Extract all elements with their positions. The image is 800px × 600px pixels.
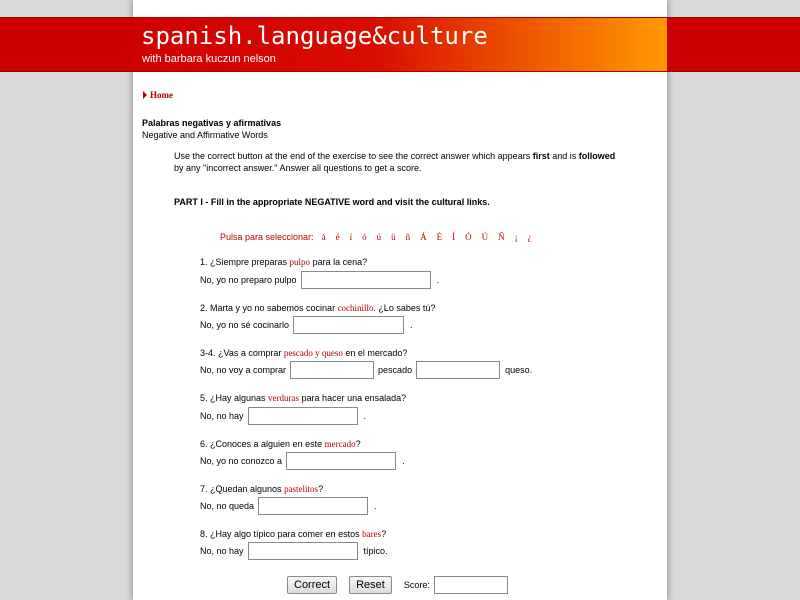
instructions-text [174,150,624,174]
score-label: Score: [403,580,430,590]
answer-prefix: No, no queda [200,501,255,511]
answer-input-6[interactable] [286,452,396,470]
answer-middle: pescado [378,365,413,375]
reset-button[interactable]: Reset [349,576,392,594]
answer-row-6 [200,452,405,470]
question-text: en el mercado? [342,348,408,358]
page-title-spanish: Palabras negativas y afirmativas [142,118,282,128]
question-text: 6. ¿Conoces a alguien en este [200,439,325,449]
header-banner [133,18,667,71]
cultural-link[interactable]: cochinillo. [337,303,376,313]
accent-key[interactable]: ¿ [527,232,532,242]
answer-prefix: No, no hay [200,411,244,421]
question-text: 8. ¿Hay algo típico para comer en estos [200,529,363,539]
question-3-4 [200,348,407,358]
accent-key[interactable]: Ó [465,232,472,242]
cultural-link[interactable]: pulpo [289,257,311,267]
question-text: 5. ¿Hay algunas [200,393,269,403]
question-text: ? [355,439,361,449]
answer-input-1[interactable] [301,271,431,289]
answer-row-1 [200,271,439,289]
accent-key[interactable]: ú [376,232,382,242]
accent-key[interactable]: ó [362,232,367,242]
accent-key[interactable]: é [335,232,340,242]
answer-row-2 [200,316,413,334]
accent-key[interactable]: Í [452,232,456,242]
part-heading: PART I - Fill in the appropriate NEGATIVE word and visit the cultural links. [174,197,490,207]
page-title-english: Negative and Affirmative Words [142,130,268,140]
accent-key[interactable]: ñ [405,232,411,242]
question-text: para la cena? [310,257,368,267]
answer-prefix: No, yo no preparo pulpo [200,275,297,285]
answer-input-7[interactable] [258,497,368,515]
answer-input-2[interactable] [293,316,404,334]
instructions-bold: followed [578,151,616,161]
accent-key[interactable]: Ñ [498,232,505,242]
question-8 [200,529,386,539]
cultural-link[interactable]: bares [362,529,382,539]
accent-toolbar [220,232,542,242]
accent-key[interactable]: Á [420,232,427,242]
answer-suffix: . [436,275,440,285]
question-text: 7. ¿Quedan algunos [200,484,285,494]
cultural-link[interactable]: verduras [268,393,300,403]
question-6 [200,439,361,449]
accent-key[interactable]: É [436,232,443,242]
answer-row-8 [200,542,388,560]
controls-row [287,576,508,594]
answer-prefix: No, yo no conozco a [200,456,283,466]
arrow-right-icon [143,91,147,99]
answer-row-3-4 [200,361,532,379]
cultural-link[interactable]: pastelitos [284,484,319,494]
site-title: spanish.language&culture [141,22,488,50]
accent-key[interactable]: ü [391,232,396,242]
question-text: ? [381,529,387,539]
answer-row-7 [200,497,377,515]
accent-toolbar-label: Pulsa para seleccionar: [220,232,314,242]
question-text: ¿Lo sabes tú? [375,303,436,313]
accent-key[interactable]: á [321,232,326,242]
answer-prefix: No, no hay [200,546,244,556]
accent-key[interactable]: ¡ [514,232,518,242]
question-1 [200,257,367,267]
instructions-part: by any "incorrect answer." Answer all questions to get a score. [174,163,422,173]
answer-row-5 [200,407,366,425]
answer-suffix: . [363,411,367,421]
instructions-part: Use the correct button at the end of the exercise to see the correct answer which appears [174,151,533,161]
answer-prefix: No, yo no sé cocinarlo [200,320,290,330]
question-text: 2. Marta y yo no sabemos cocinar [200,303,338,313]
answer-input-3[interactable] [290,361,374,379]
answer-input-8[interactable] [248,542,358,560]
question-text: 1. ¿Siempre preparas [200,257,290,267]
home-link[interactable] [143,90,173,100]
accent-key[interactable]: í [349,232,353,242]
answer-input-5[interactable] [248,407,358,425]
answer-suffix: típico. [363,546,388,556]
home-link-label: Home [150,90,173,100]
question-text: 3-4. ¿Vas a comprar [200,348,284,358]
cultural-link[interactable]: mercado [324,439,356,449]
question-text: para hacer una ensalada? [299,393,407,403]
question-5 [200,393,406,403]
question-7 [200,484,323,494]
accent-key[interactable]: Ú [481,232,489,242]
site-subtitle: with barbara kuczun nelson [142,53,276,65]
instructions-bold: first [532,151,550,161]
answer-prefix: No, no voy a comprar [200,365,287,375]
correct-button[interactable]: Correct [287,576,337,594]
score-field[interactable] [434,576,508,594]
header-band [0,17,800,72]
question-2 [200,303,435,313]
answer-suffix: . [402,456,405,466]
instructions-part: and is [549,151,579,161]
question-text: ? [318,484,324,494]
answer-suffix: . [410,320,413,330]
answer-suffix: queso. [505,365,533,375]
answer-suffix: . [374,501,377,511]
answer-input-4[interactable] [416,361,500,379]
cultural-link[interactable]: pescado y queso [283,348,343,358]
